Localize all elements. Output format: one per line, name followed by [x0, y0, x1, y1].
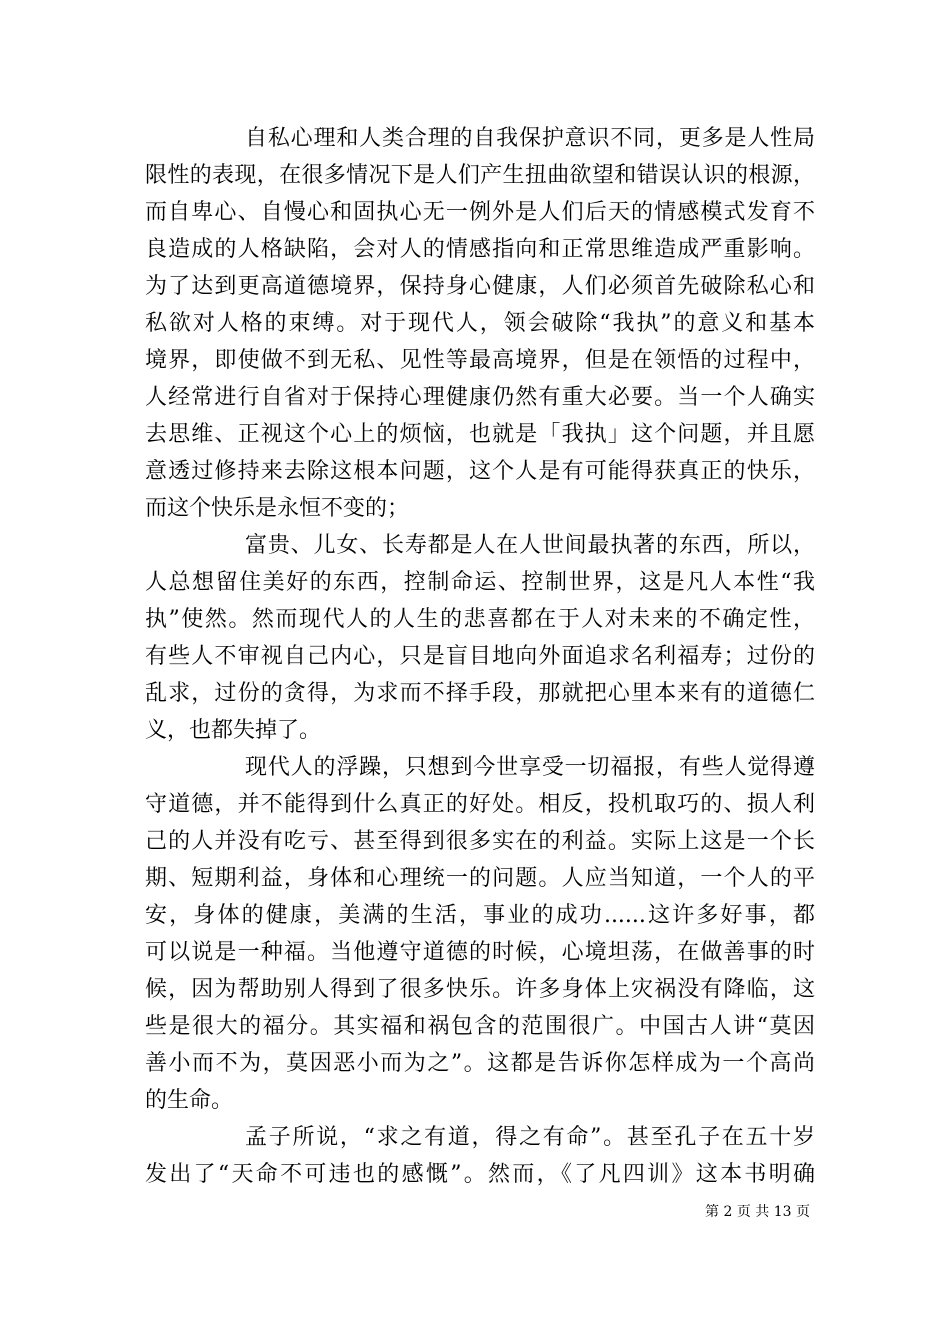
document-body — [145, 120, 815, 1193]
paragraph — [145, 527, 815, 749]
text-line: 为了达到更高道德境界，保持身心健康，人们必须首先破除私心和 — [145, 274, 815, 299]
text-line: 孟子所说，“求之有道，得之有命”。甚至孔子在五十岁 — [245, 1125, 815, 1150]
text-line: 去思维、正视这个心上的烦恼，也就是「我执」这个问题，并且愿 — [145, 422, 815, 447]
text-line: 发出了“天命不可违也的感慨”。然而，《了凡四训》这本书明确 — [145, 1162, 815, 1187]
text-line: 守道德，并不能得到什么真正的好处。相反，投机取巧的、损人利 — [145, 792, 815, 817]
text-line: 善小而不为，莫因恶小而为之”。这都是告诉你怎样成为一个高尚 — [145, 1051, 815, 1076]
text-line: 己的人并没有吃亏、甚至得到很多实在的利益。实际上这是一个长 — [145, 829, 815, 854]
text-line: 乱求，过份的贪得，为求而不择手段，那就把心里本来有的道德仁 — [145, 681, 815, 706]
paragraph — [145, 120, 815, 527]
paragraph — [145, 749, 815, 1119]
text-line: 富贵、儿女、长寿都是人在人世间最执著的东西，所以， — [245, 533, 815, 558]
text-line: 而自卑心、自慢心和固执心无一例外是人们后天的情感模式发育不 — [145, 200, 815, 225]
text-line: 而这个快乐是永恒不变的； — [145, 496, 410, 521]
text-line: 限性的表现，在很多情况下是人们产生扭曲欲望和错误认识的根源， — [145, 163, 815, 188]
text-line: 义，也都失掉了。 — [145, 718, 322, 743]
text-line: 境界，即使做不到无私、见性等最高境界，但是在领悟的过程中， — [145, 348, 815, 373]
paragraph — [145, 1119, 815, 1193]
text-line: 良造成的人格缺陷，会对人的情感指向和正常思维造成严重影响。 — [145, 237, 815, 262]
text-line: 有些人不审视自己内心，只是盲目地向外面追求名利福寿；过份的 — [145, 644, 815, 669]
text-line: 安，身体的健康，美满的生活，事业的成功......这许多好事，都 — [145, 903, 815, 928]
text-line: 些是很大的福分。其实福和祸包含的范围很广。中国古人讲“莫因 — [145, 1014, 815, 1039]
text-line: 候，因为帮助别人得到了很多快乐。许多身体上灾祸没有降临，这 — [145, 977, 815, 1002]
text-line: 期、短期利益，身体和心理统一的问题。人应当知道，一个人的平 — [145, 866, 815, 891]
text-line: 执”使然。然而现代人的人生的悲喜都在于人对未来的不确定性， — [145, 607, 815, 632]
text-line: 人经常进行自省对于保持心理健康仍然有重大必要。当一个人确实 — [145, 385, 815, 410]
text-line: 现代人的浮躁，只想到今世享受一切福报，有些人觉得遵 — [245, 755, 815, 780]
text-line: 自私心理和人类合理的自我保护意识不同，更多是人性局 — [245, 126, 815, 151]
text-line: 私欲对人格的束缚。对于现代人，领会破除“我执”的意义和基本 — [145, 311, 815, 336]
text-line: 的生命。 — [145, 1088, 234, 1113]
text-line: 人总想留住美好的东西，控制命运、控制世界，这是凡人本性“我 — [145, 570, 815, 595]
page-number-footer: 第 2 页 共 13 页 — [705, 1204, 810, 1220]
text-line: 意透过修持来去除这根本问题，这个人是有可能得获真正的快乐， — [145, 459, 815, 484]
text-line: 可以说是一种福。当他遵守道德的时候，心境坦荡，在做善事的时 — [145, 940, 815, 965]
